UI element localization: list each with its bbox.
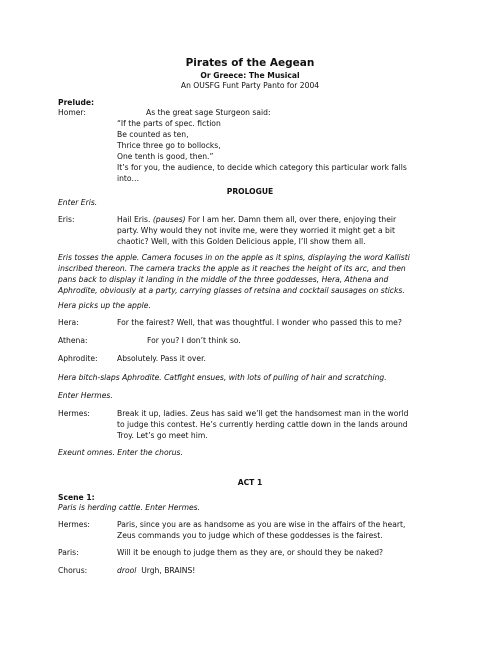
page-tagline: An OUSFG Funt Party Panto for 2004: [180, 81, 320, 90]
stage-direction: Exeunt omnes. Enter the chorus.: [58, 448, 183, 457]
hera-line: For the fairest? Well, that was thoughtful. I wonder who passed this to me?: [117, 318, 402, 327]
stage-direction: Hera bitch-slaps Aphrodite. Catfight ensues, with lots of pulling of hair and scratching.: [58, 373, 387, 382]
page-subtitle: Or Greece: The Musical: [200, 71, 300, 80]
hermes-line: Break it up, ladies. Zeus has said we’ll get the handsomest man in the world: [117, 409, 409, 418]
aphrodite-line: Absolutely. Pass it over.: [117, 354, 206, 363]
stage-direction: Enter Hermes.: [58, 391, 113, 400]
homer-line: One tenth is good, then.”: [117, 152, 214, 161]
stage-direction: Paris is herding cattle. Enter Hermes.: [58, 503, 201, 512]
speaker-hermes: Hermes:: [58, 520, 90, 529]
homer-line: into…: [117, 174, 140, 183]
chorus-line: [117, 565, 195, 576]
stage-direction: Aphrodite, obviously at a party, carrying glasses of retsina and cocktail sausages on sticks.: [58, 286, 405, 295]
speaker-chorus: Chorus:: [58, 566, 88, 575]
athena-line: For you? I don’t think so.: [147, 336, 241, 345]
chorus-direction: drool: [117, 566, 137, 575]
speaker-athena: Athena:: [58, 336, 88, 345]
speaker-eris: Eris:: [58, 215, 75, 224]
speaker-paris: Paris:: [58, 548, 79, 557]
eris-line: chaotic? Well, with this Golden Delicious apple, I’ll show them all.: [117, 237, 366, 246]
stage-direction: Hera picks up the apple.: [58, 301, 151, 310]
paris-line: Will it be enough to judge them as they are, or should they be naked?: [117, 548, 384, 557]
hermes-line: Zeus commands you to judge which of these goddesses is the fairest.: [117, 531, 383, 540]
homer-line: It’s for you, the audience, to decide which category this particular work falls: [117, 163, 407, 172]
prologue-heading: PROLOGUE: [226, 187, 274, 196]
inline-direction: (pauses): [152, 215, 186, 224]
speaker-aphrodite: Aphrodite:: [58, 354, 98, 363]
stage-direction: Enter Eris.: [58, 198, 98, 207]
prelude-heading: Prelude:: [58, 98, 95, 107]
scene-heading: Scene 1:: [58, 493, 95, 502]
stage-direction: Eris tosses the apple. Camera focuses in on the apple as it spins, displaying the word Kallisti: [58, 253, 410, 262]
homer-line: Be counted as ten,: [117, 130, 189, 139]
homer-line: “If the parts of spec. fiction: [117, 119, 221, 128]
speaker-homer: Homer:: [58, 108, 86, 117]
homer-line: Thrice three go to bollocks,: [117, 141, 221, 150]
act-heading: ACT 1: [237, 478, 263, 487]
chorus-text: Urgh, BRAINS!: [141, 566, 196, 575]
stage-direction: inscribed thereon. The camera tracks the apple as it reaches the height of its arc, and then: [58, 264, 406, 273]
page-title: Pirates of the Aegean: [185, 57, 315, 69]
eris-line: party. Why would they not invite me, were they worried it might get a bit: [117, 226, 395, 235]
speaker-hermes: Hermes:: [58, 409, 90, 418]
speaker-hera: Hera:: [58, 318, 79, 327]
hermes-line: Troy. Let’s go meet him.: [117, 431, 208, 440]
hermes-line: Paris, since you are as handsome as you are wise in the affairs of the heart,: [117, 520, 406, 529]
stage-direction: pans back to display it landing in the middle of the three goddesses, Hera, Athena and: [58, 275, 389, 284]
eris-line: Hail Eris. (pauses) For I am her. Damn them all, over there, enjoying their: [117, 215, 397, 224]
hermes-line: to judge this contest. He’s currently herding cattle down in the lands around: [117, 420, 408, 429]
homer-line: As the great sage Sturgeon said:: [146, 108, 271, 117]
